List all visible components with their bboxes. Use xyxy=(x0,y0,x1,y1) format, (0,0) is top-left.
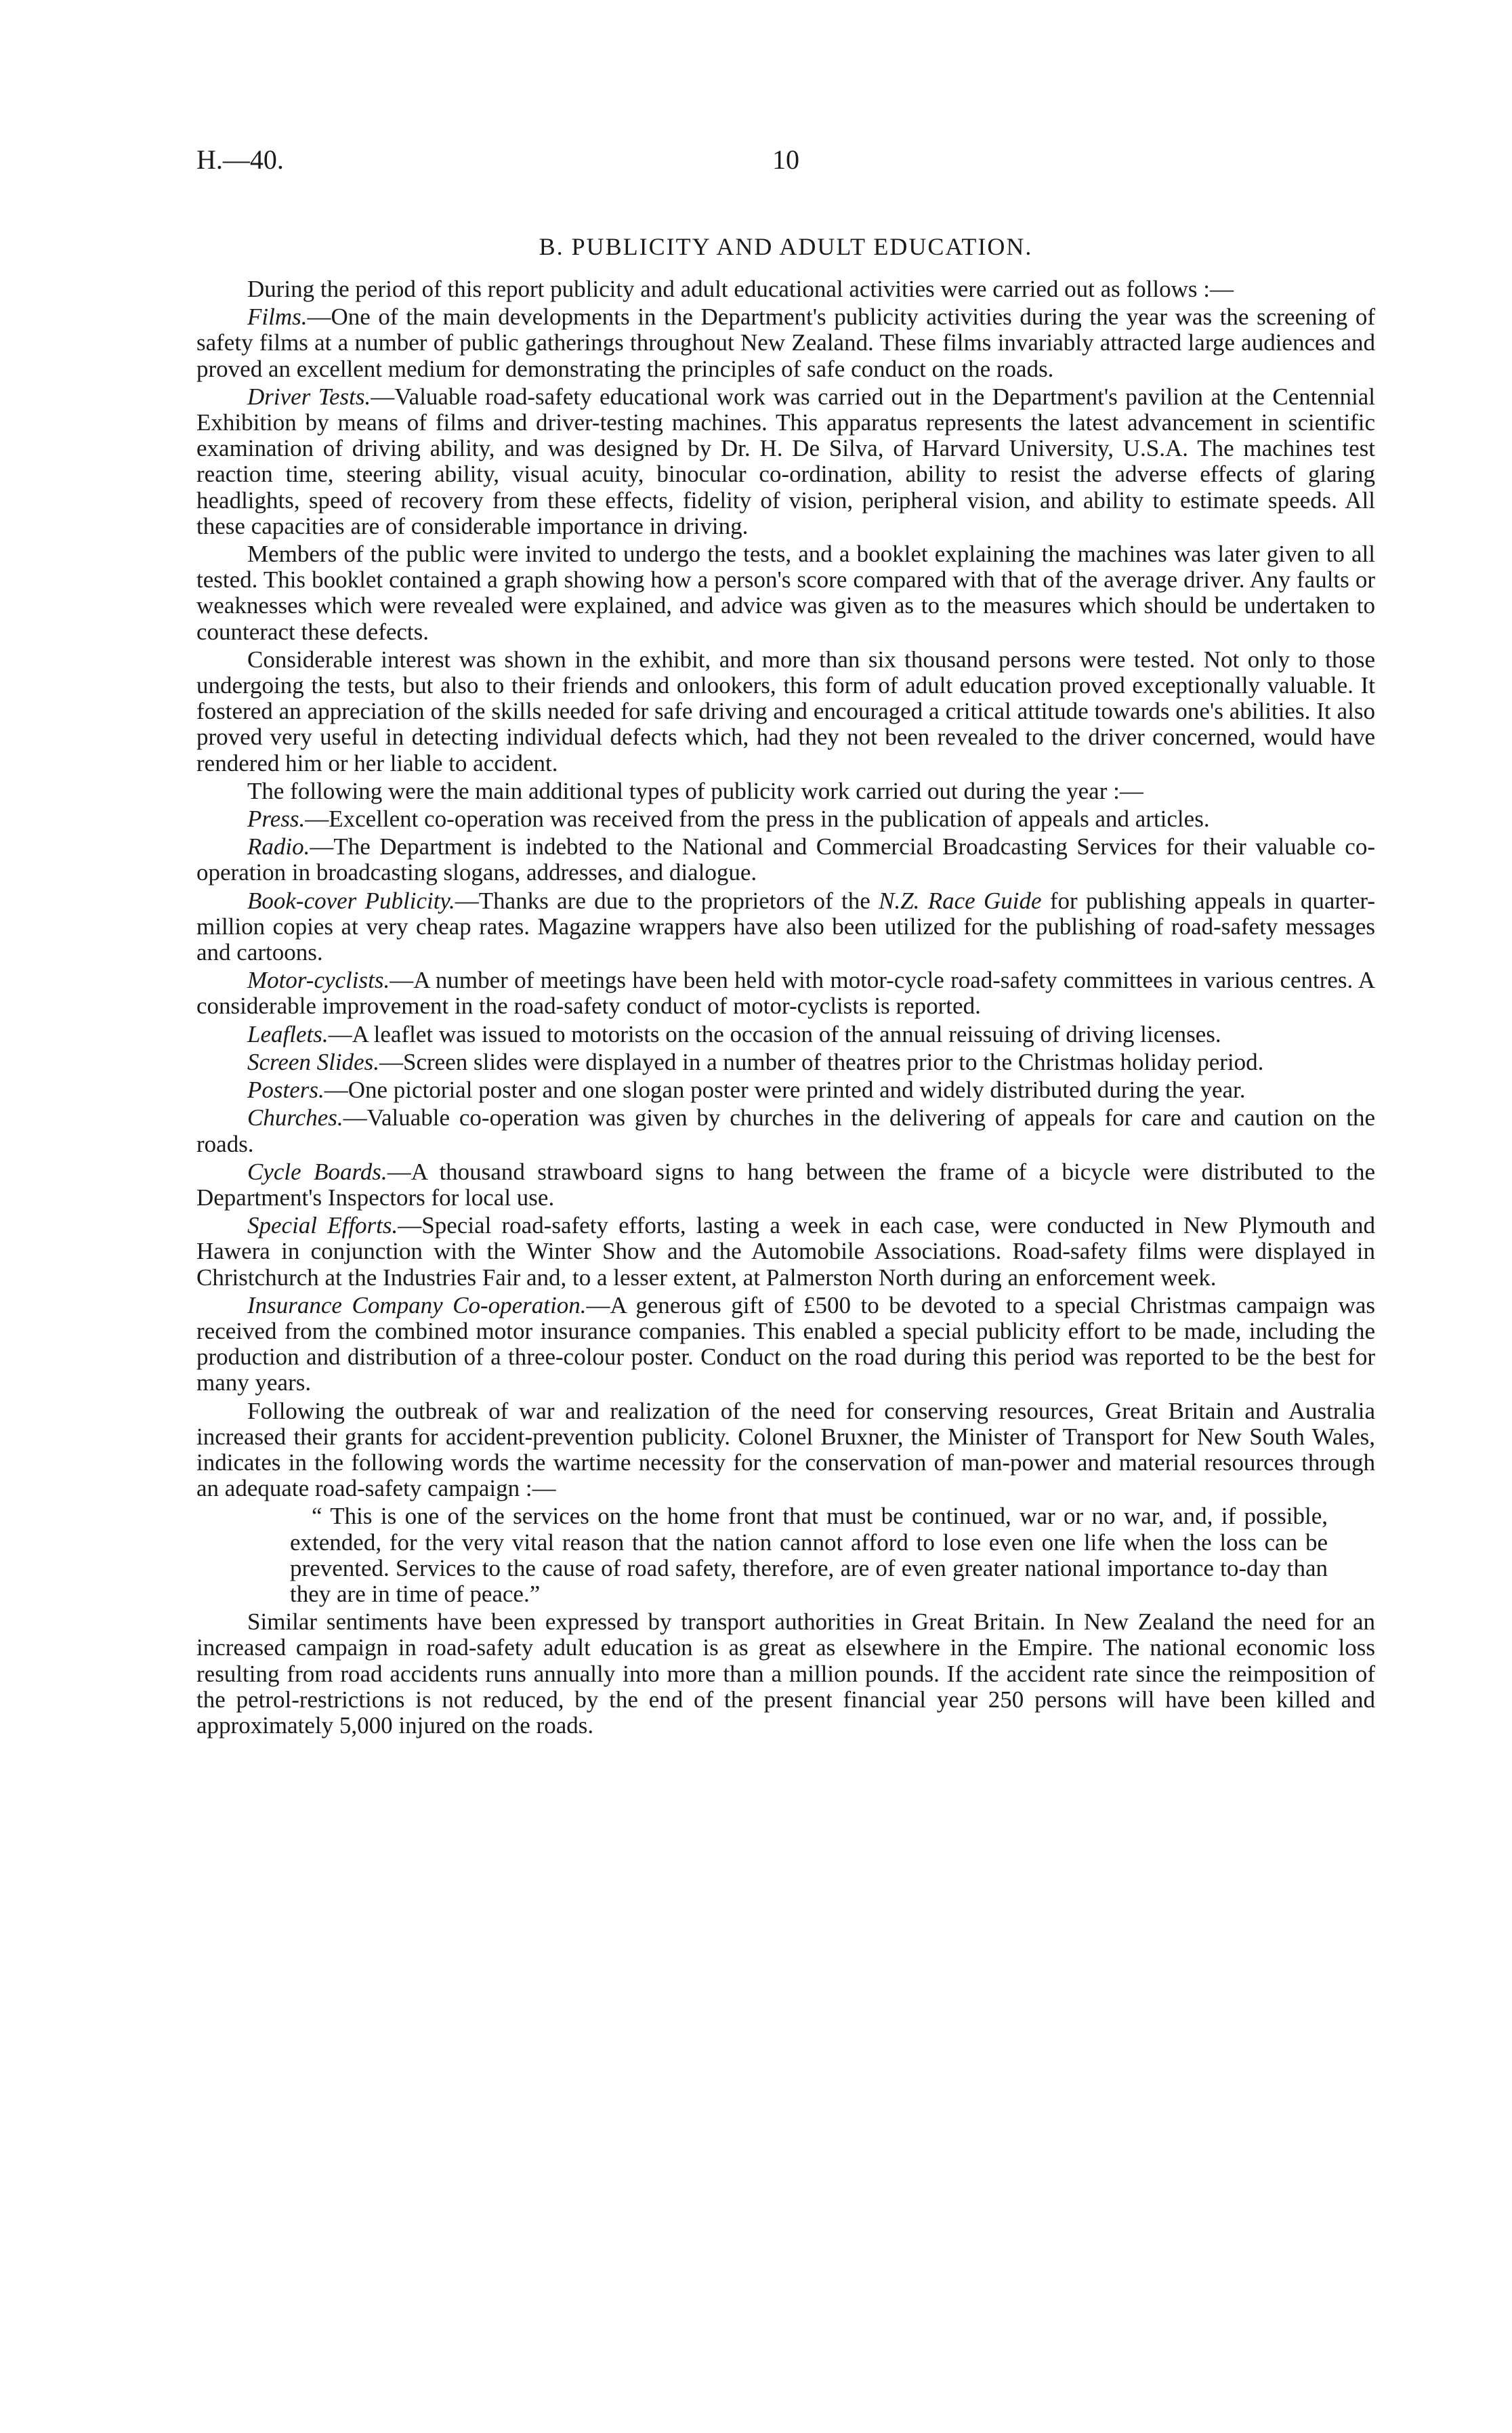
paragraph: Posters.—One pictorial poster and one slogan poster were printed and widely distributed during the year. xyxy=(247,1077,1246,1104)
paragraph: Churches.—Valuable co-operation was given by churches in the delivering of appeals for care and caution on the roads. xyxy=(196,1104,1375,1157)
paragraph: Following the outbreak of war and realization of the need for conserving resources, Great Britain and Australia increased their grants for accident-prevention publicity. Colonel Bruxner, the Minister of Transport for New South Wales, indicates in the following words the wartime necessity for the conservation of man-power and material resources through an adequate road-safety campaign :— xyxy=(196,1397,1375,1502)
paragraph: Cycle Boards.—A thousand strawboard signs to hang between the frame of a bicycle were distributed to the Department's Inspectors for local use. xyxy=(196,1158,1375,1211)
paragraph: Book-cover Publicity.—Thanks are due to the proprietors of the N.Z. Race Guide for publishing appeals in quarter-million copies at very cheap rates. Magazine wrappers have also been utilized for the publishing of road-safety messages and cartoons. xyxy=(196,887,1375,966)
paragraph: During the period of this report publicity and adult educational activities were carried out as follows :— xyxy=(247,276,1234,302)
paragraph: Special Efforts.—Special road-safety efforts, lasting a week in each case, were conducted in New Plymouth and Hawera in conjunction with the Winter Show and the Automobile Associations. Road-safety films were displayed in Christchurch at the Industries Fair and, to a lesser extent, at Palmerston North during an enforcement week. xyxy=(196,1212,1376,1291)
paragraph: Radio.—The Department is indebted to the National and Commercial Broadcasting Services for their valuable co-operation in broadcasting slogans, addresses, and dialogue. xyxy=(196,833,1375,886)
paragraph: Members of the public were invited to undergo the tests, and a booklet explaining the machines was later given to all tested. This booklet contained a graph showing how a person's score compared with that of the average driver. Any faults or weaknesses which were revealed were explained, and advice was given as to the measures which should be undertaken to counteract these defects. xyxy=(196,541,1375,645)
paragraph: Films.—One of the main developments in the Department's publicity activities during the year was the screening of safety films at a number of public gatherings throughout New Zealand. These films invariably attracted large audiences and proved an excellent medium for demonstrating the principles of safe conduct on the roads. xyxy=(196,304,1375,382)
paragraph: Motor-cyclists.—A number of meetings have been held with motor-cycle road-safety committees in various centres. A considerable improvement in the road-safety conduct of motor-cyclists is reported. xyxy=(196,967,1375,1020)
section-heading: B. PUBLICITY AND ADULT EDUCATION. xyxy=(539,233,1033,260)
paragraph: Screen Slides.—Screen slides were displayed in a number of theatres prior to the Christmas holiday period. xyxy=(247,1048,1264,1075)
paragraph: Driver Tests.—Valuable road-safety educational work was carried out in the Department's pavilion at the Centennial Exhibition by means of films and driver-testing machines. This apparatus represents the latest advancement in scientific examination of driving ability, and was designed by Dr. H. De Silva, of Harvard University, U.S.A. The machines test reaction time, steering ability, visual acuity, binocular co-ordination, ability to resist the adverse effects of glaring headlights, speed of recovery from these effects, fidelity of vision, peripheral vision, and ability to estimate speeds. All these capacities are of considerable importance in driving. xyxy=(196,383,1375,539)
block-quote: “ This is one of the services on the home front that must be continued, war or no war, and, if possible, extended, for the very vital reason that the nation cannot afford to lose even one life when the loss can be prevented. Services to the cause of road safety, therefore, are of even greater national importance to-day than they are in time of peace.” xyxy=(290,1503,1328,1607)
report-reference: H.—40. xyxy=(196,144,284,175)
page-number: 10 xyxy=(772,144,799,175)
paragraph: Considerable interest was shown in the exhibit, and more than six thousand persons were tested. Not only to those undergoing the tests, but also to their friends and onlookers, this form of adult education proved exceptionally valuable. It fostered an appreciation of the skills needed for safe driving and encouraged a critical attitude towards one's abilities. It also proved very useful in detecting individual defects which, had they not been revealed to the driver concerned, would have rendered him or her liable to accident. xyxy=(196,646,1375,776)
paragraph: Similar sentiments have been expressed by transport authorities in Great Britain. In New Zealand the need for an increased campaign in road-safety adult education is as great as elsewhere in the Empire. The national economic loss resulting from road accidents runs annually into more than a million pounds. If the accident rate since the reimposition of the petrol-restrictions is not reduced, by the end of the present financial year 250 persons will have been killed and approximately 5,000 injured on the roads. xyxy=(196,1608,1375,1739)
paragraph: Leaflets.—A leaflet was issued to motorists on the occasion of the annual reissuing of driving licenses. xyxy=(247,1020,1221,1047)
paragraph: Press.—Excellent co-operation was received from the press in the publication of appeals and articles. xyxy=(247,806,1210,833)
body-text xyxy=(196,276,1375,1741)
paragraph: Insurance Company Co-operation.—A generous gift of £500 to be devoted to a special Christmas campaign was received from the combined motor insurance companies. This enabled a special publicity effort to be made, including the production and distribution of a three-colour poster. Conduct on the road during this period was reported to be the best for many years. xyxy=(196,1291,1375,1396)
page-header xyxy=(196,140,1375,180)
paragraph: The following were the main additional types of publicity work carried out during the year :— xyxy=(247,777,1143,804)
